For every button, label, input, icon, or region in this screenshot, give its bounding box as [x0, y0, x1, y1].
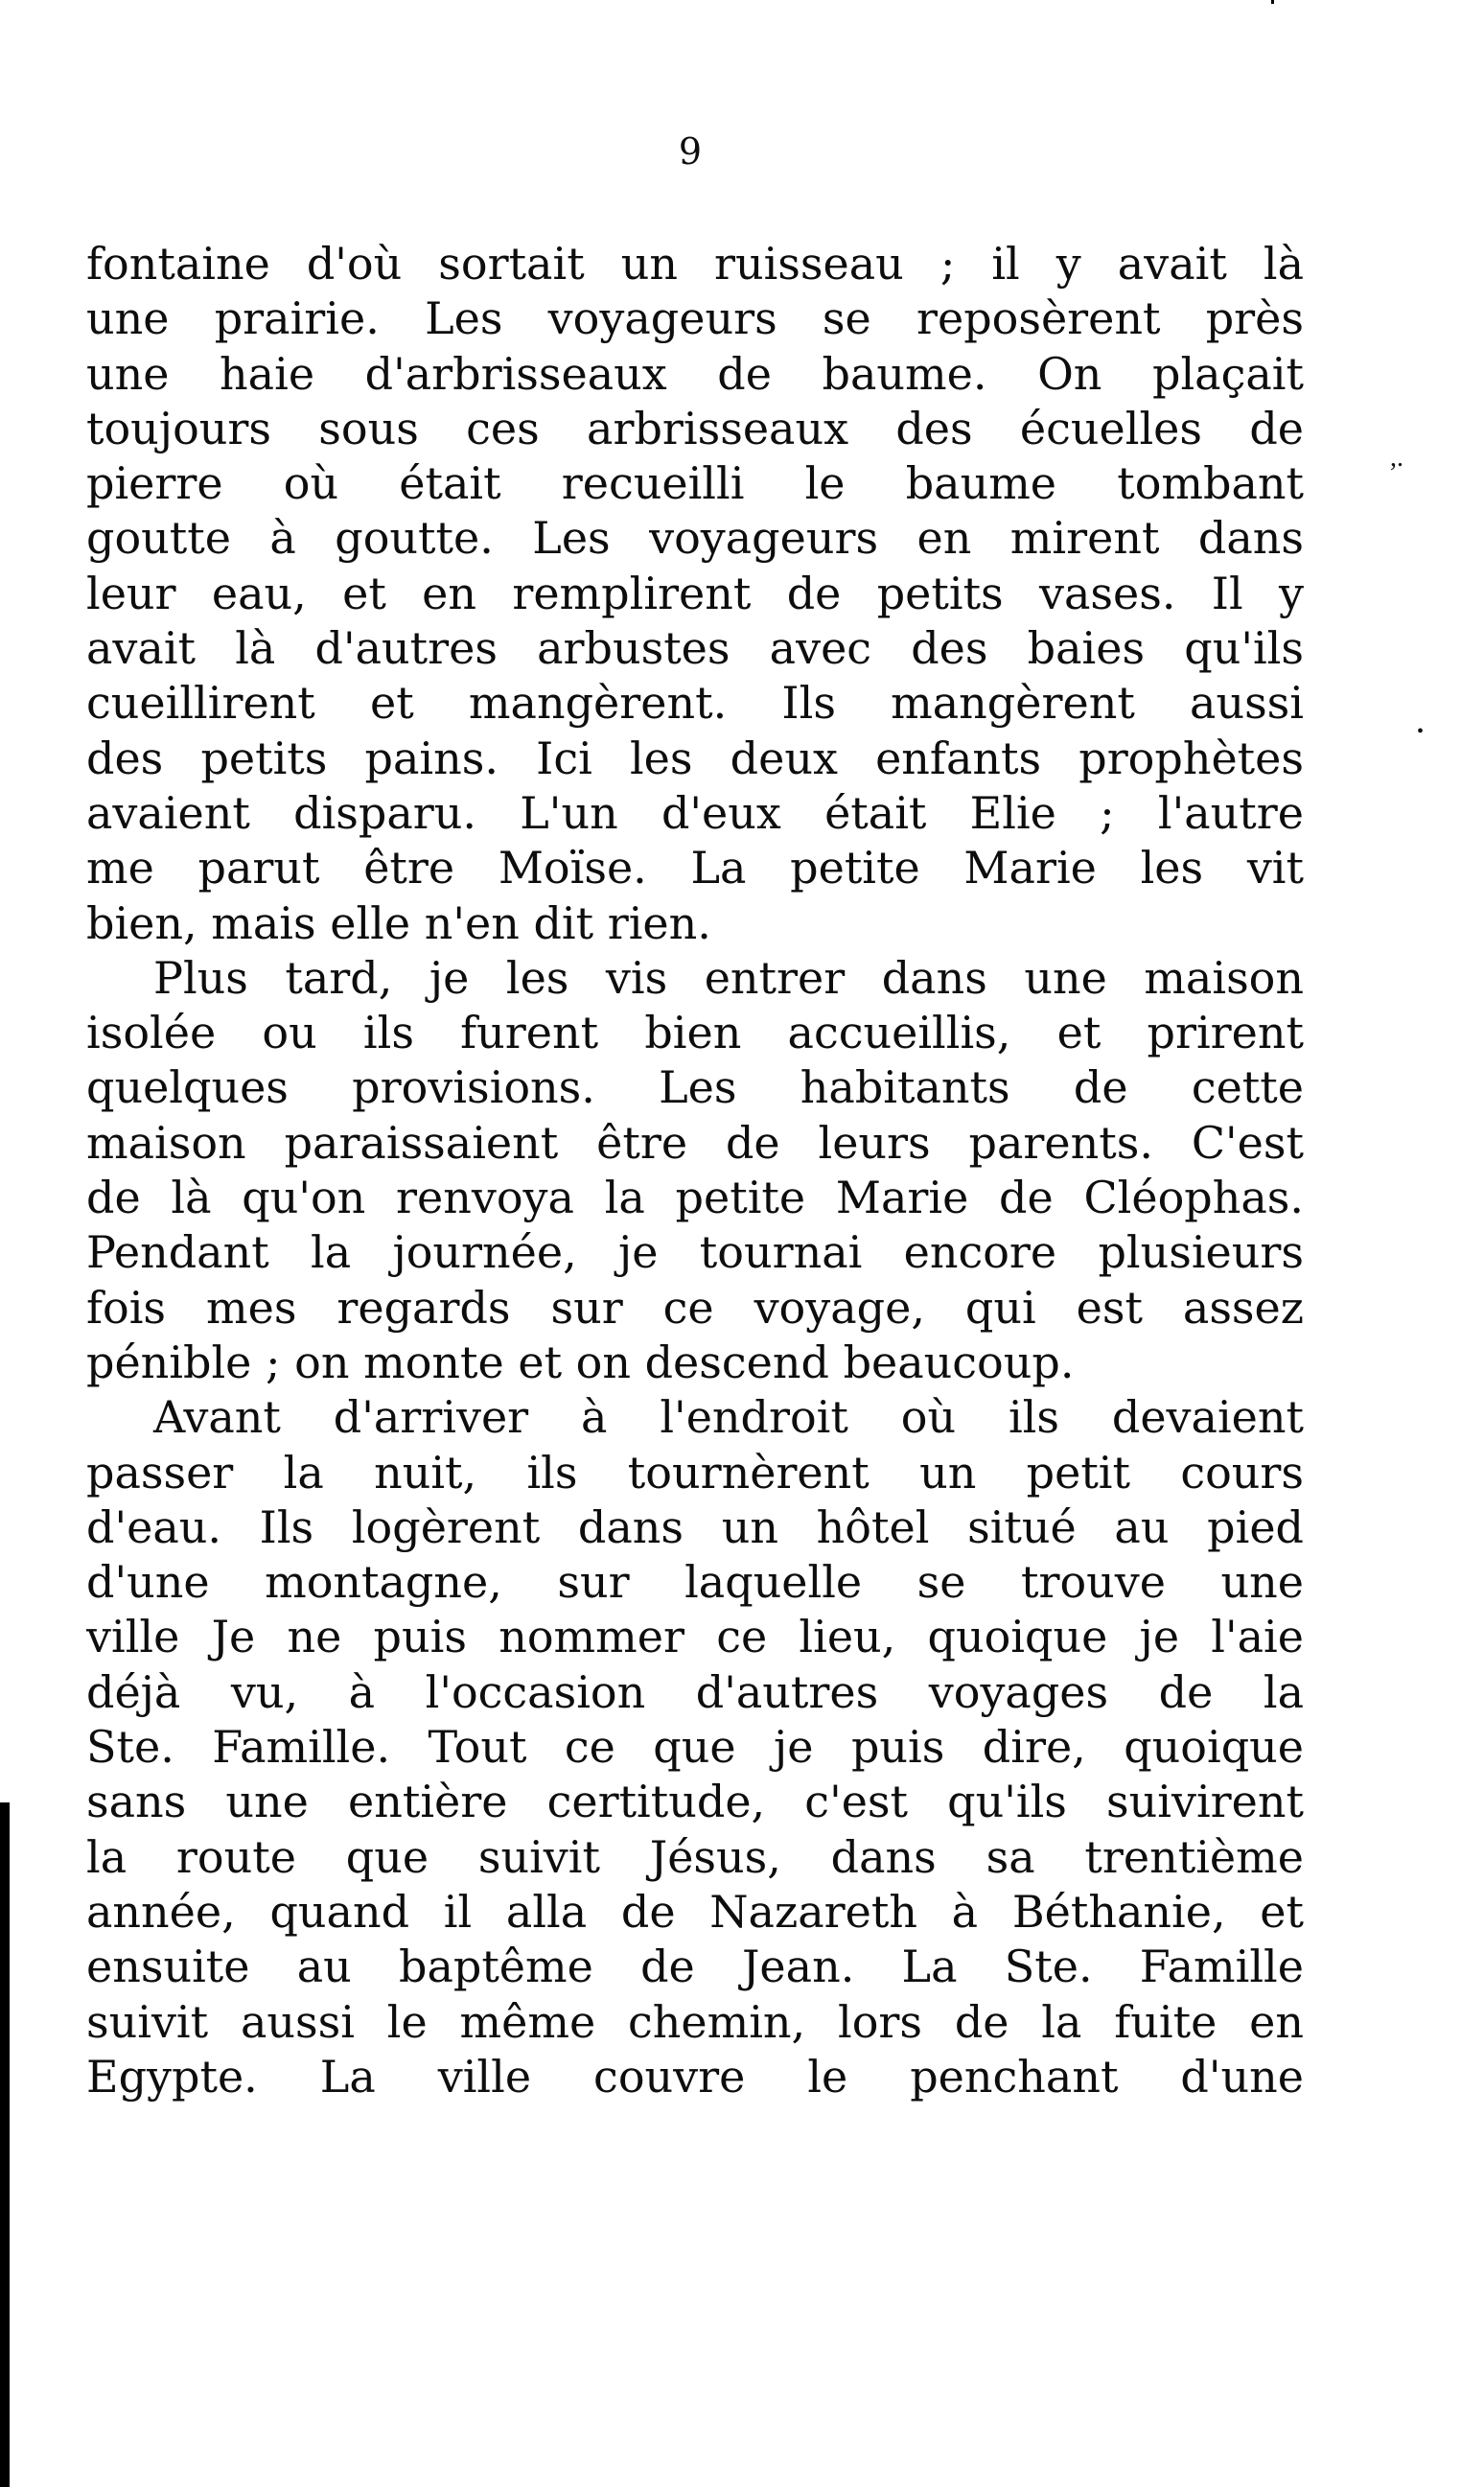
text-line: avait là d'autres arbustes avec des baies qu'ils	[86, 622, 1304, 675]
page-number: 9	[678, 130, 703, 173]
text-line: d'eau. Ils logèrent dans un hôtel situé au pied	[86, 1500, 1304, 1553]
text-line: pierre où était recueilli le baume tombant	[86, 457, 1304, 510]
text-line: ville Je ne puis nommer ce lieu, quoique je l'aie	[86, 1611, 1304, 1663]
scan-speck	[1246, 0, 1285, 4]
scan-edge-shadow	[0, 1802, 10, 2487]
text-line: Ste. Famille. Tout ce que je puis dire, quoique	[86, 1721, 1304, 1774]
text-line: la route que suivit Jésus, dans sa trentième	[86, 1830, 1304, 1883]
text-line: quelques provisions. Les habitants de cette	[86, 1061, 1304, 1114]
text-line: de là qu'on renvoya la petite Marie de Cléophas.	[86, 1172, 1304, 1224]
text-line: ensuite au baptême de Jean. La Ste. Famille	[86, 1941, 1304, 1993]
text-line: cueillirent et mangèrent. Ils mangèrent aussi	[86, 677, 1304, 730]
text-line: sans une entière certitude, c'est qu'ils suivirent	[86, 1776, 1304, 1828]
text-line: fois mes regards sur ce voyage, qui est assez	[86, 1281, 1304, 1334]
body-text	[86, 237, 1304, 2104]
text-line: déjà vu, à l'occasion d'autres voyages de la	[86, 1665, 1304, 1718]
text-line: pénible ; on monte et on descend beaucoup.	[86, 1336, 1075, 1388]
text-line: fontaine d'où sortait un ruisseau ; il y avait là	[86, 238, 1304, 290]
text-line: bien, mais elle n'en dit rien.	[86, 896, 711, 949]
text-line: année, quand il alla de Nazareth à Béthanie, et	[86, 1885, 1304, 1938]
text-line: une prairie. Les voyageurs se reposèrent près	[86, 292, 1304, 345]
text-line: avaient disparu. L'un d'eux était Elie ; l'autre	[86, 786, 1304, 839]
text-line: Pendant la journée, je tournai encore plusieurs	[86, 1226, 1304, 1279]
text-line: maison paraissaient être de leurs parents. C'est	[86, 1116, 1304, 1169]
text-line: passer la nuit, ils tournèrent un petit cours	[86, 1446, 1304, 1499]
text-line: goutte à goutte. Les voyageurs en mirent dans	[86, 512, 1304, 565]
margin-mark: •	[1417, 721, 1425, 742]
text-line: une haie d'arbrisseaux de baume. On plaçait	[86, 347, 1304, 400]
text-line: Egypte. La ville couvre le penchant d'une	[86, 2050, 1304, 2103]
text-line: isolée ou ils furent bien accueillis, et prirent	[86, 1007, 1304, 1059]
text-line: d'une montagne, sur laquelle se trouve une	[86, 1556, 1304, 1609]
text-line: me parut être Moïse. La petite Marie les vit	[86, 842, 1304, 895]
text-line: suivit aussi le même chemin, lors de la fuite en	[86, 1995, 1304, 2048]
margin-mark: ,.	[1390, 443, 1403, 473]
text-line: des petits pains. Ici les deux enfants prophètes	[86, 732, 1304, 784]
text-line: Plus tard, je les vis entrer dans une maison	[153, 951, 1304, 1004]
text-line: Avant d'arriver à l'endroit où ils devaient	[153, 1391, 1304, 1444]
text-line: toujours sous ces arbrisseaux des écuelles de	[86, 402, 1304, 454]
text-line: leur eau, et en remplirent de petits vases. Il y	[86, 567, 1304, 619]
